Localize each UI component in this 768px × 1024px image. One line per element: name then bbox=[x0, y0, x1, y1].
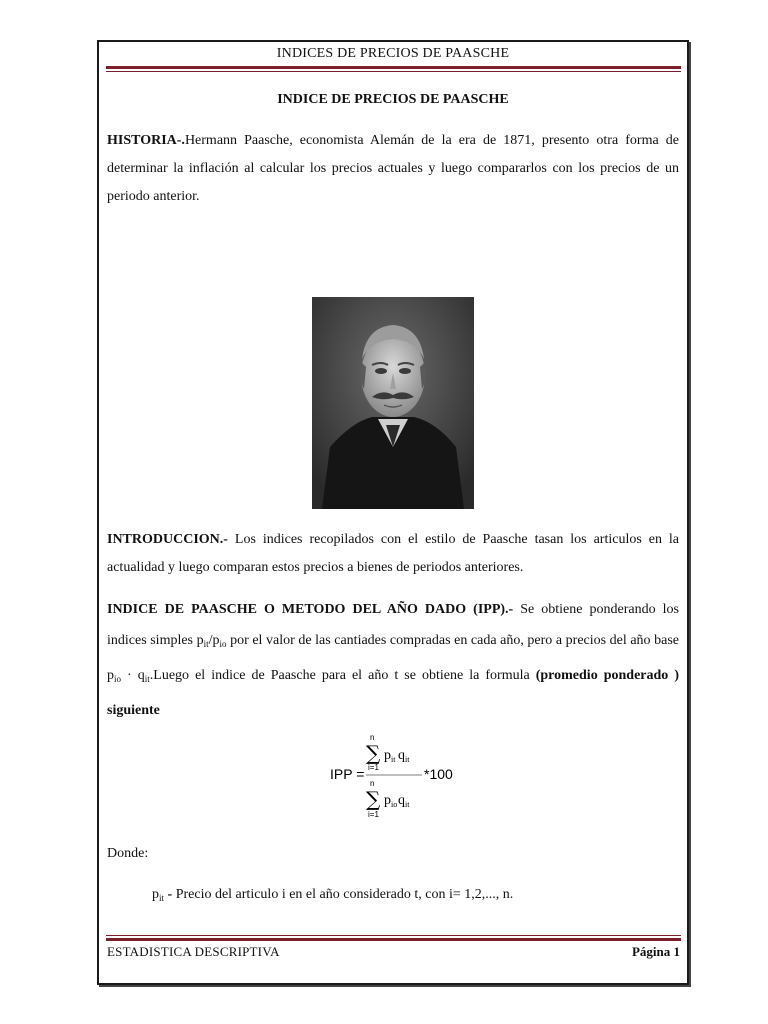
formula-num-p: p bbox=[384, 748, 391, 763]
formula-den-sum-upper: n bbox=[370, 779, 375, 788]
formula-num-q-sub: it bbox=[405, 755, 410, 764]
footer-left-text: ESTADISTICA DESCRIPTIVA bbox=[107, 944, 280, 959]
formula-num-q: q bbox=[398, 748, 405, 763]
formula-den-sigma: ∑ bbox=[366, 787, 381, 811]
historia-paragraph bbox=[107, 127, 679, 211]
header-rule-thick bbox=[106, 66, 681, 69]
portrait-image bbox=[312, 297, 474, 509]
formula-times: *100 bbox=[424, 766, 453, 782]
ratio-expression bbox=[197, 633, 227, 648]
formula-num-sum-lower: i=1 bbox=[368, 763, 379, 772]
formula-den-sum-lower: i=1 bbox=[368, 810, 379, 819]
document-title: INDICE DE PRECIOS DE PAASCHE bbox=[277, 92, 509, 107]
definition-dash: - bbox=[164, 887, 173, 902]
ipp-text-4: (promedio ponderado ) siguiente bbox=[107, 668, 680, 718]
formula-num-p-sub: it bbox=[391, 755, 396, 764]
footer-page-number: Página 1 bbox=[631, 944, 680, 959]
formula-lhs: IPP = bbox=[330, 766, 365, 782]
ratio-sep: / bbox=[208, 633, 213, 648]
base-q: q bbox=[137, 668, 145, 683]
introduccion-text: Los indices recopilados con el estilo de Paasche tasan los articulos en la actualidad y luego comparan estos precios a bienes de periodos anteriores. bbox=[107, 532, 679, 575]
ipp-paragraph bbox=[107, 594, 679, 726]
footer-rule-thin bbox=[106, 935, 681, 936]
base-p-sub: io bbox=[114, 674, 122, 684]
introduccion-label: INTRODUCCION.- bbox=[107, 532, 228, 547]
donde-label: Donde: bbox=[107, 846, 149, 861]
formula-den-p: p bbox=[384, 793, 391, 808]
ipp-label: INDICE DE PAASCHE O METODO DEL AÑO DADO (IPP).- bbox=[107, 602, 514, 617]
ipp-text-3: .Luego el indice de Paasche para el año t se obtiene la formula bbox=[149, 668, 536, 683]
definition-text: Precio del articulo i en el año considerado t, con i= 1,2,..., n. bbox=[172, 887, 514, 902]
ipp-text-1: Se obtiene ponderando los indices simples bbox=[107, 602, 679, 648]
ipp-formula bbox=[326, 732, 466, 822]
ipp-text-2: por el valor de las cantiades compradas en cada año, pero a precios del año base bbox=[226, 633, 679, 648]
introduccion-paragraph bbox=[107, 526, 679, 582]
historia-text: Hermann Paasche, economista Alemán de la era de 1871, presento otra forma de determinar la inflación al calcular los precios actuales y luego compararlos con los precios de un periodo anterior. bbox=[107, 133, 679, 204]
formula-den-q-sub: it bbox=[405, 800, 410, 809]
formula-num-sigma: ∑ bbox=[366, 741, 381, 765]
page-header-title: INDICES DE PRECIOS DE PAASCHE bbox=[276, 46, 510, 61]
base-expression bbox=[107, 668, 150, 683]
historia-label: HISTORIA-. bbox=[107, 133, 185, 148]
formula-den-p-sub: io bbox=[391, 800, 398, 809]
definition-line bbox=[152, 881, 672, 912]
definition-symbol-sub: it bbox=[159, 893, 165, 903]
formula-svg bbox=[326, 732, 466, 822]
base-q-sub: it bbox=[144, 674, 150, 684]
formula-den-q: q bbox=[398, 793, 405, 808]
formula-num-sum-upper: n bbox=[370, 733, 375, 742]
ratio-num-sub: it bbox=[203, 639, 209, 649]
ratio-den: p bbox=[212, 633, 220, 648]
portrait-photo bbox=[312, 297, 474, 509]
ratio-num: p bbox=[196, 633, 204, 648]
base-p: p bbox=[107, 668, 114, 683]
definition-symbol: p bbox=[152, 887, 159, 902]
footer-rule-thick bbox=[106, 938, 681, 941]
header-rule-thin bbox=[106, 71, 681, 72]
ratio-den-sub: io bbox=[219, 639, 227, 649]
base-dot: · bbox=[121, 668, 138, 683]
